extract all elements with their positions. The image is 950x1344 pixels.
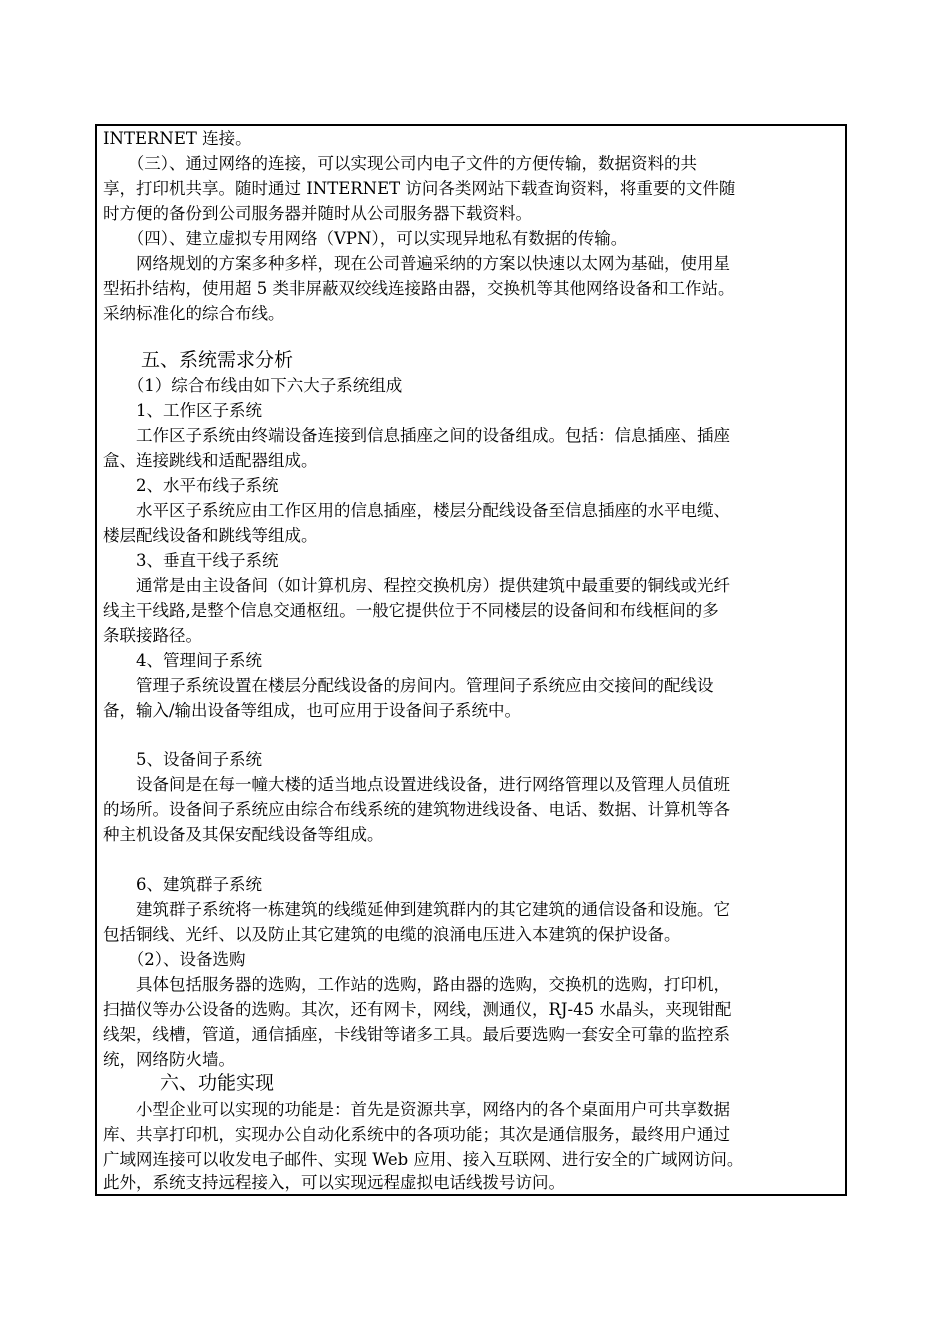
text-line: （四）、建立虚拟专用网络（VPN），可以实现异地私有数据的传输。 (103, 229, 628, 248)
text-line: 管理子系统设置在楼层分配线设备的房间内。管理间子系统应由交接间的配线设 (103, 676, 714, 695)
text-line: （2）、设备选购 (103, 950, 246, 969)
text-line: 库、共享打印机，实现办公自动化系统中的各项功能；其次是通信服务，最终用户通过 (103, 1125, 730, 1144)
text-line: 工作区子系统由终端设备连接到信息插座之间的设备组成。包括：信息插座、插座 (103, 426, 730, 445)
text-line: 条联接路径。 (103, 626, 202, 645)
section-heading: 五、系统需求分析 (103, 349, 294, 371)
text-line: 享，打印机共享。随时通过 INTERNET 访问各类网站下载查询资料，将重要的文件随 (103, 179, 736, 198)
text-line: （1）综合布线由如下六大子系统组成 (103, 376, 403, 395)
text-line: INTERNET 连接。 (103, 129, 252, 148)
text-line: 广域网连接可以收发电子邮件、实现 Web 应用、接入互联网、进行安全的广域网访问。 (103, 1150, 744, 1169)
text-line: 通常是由主设备间（如计算机房、程控交换机房）提供建筑中最重要的铜线或光纤 (103, 576, 730, 595)
text-line: 此外，系统支持远程接入，可以实现远程虚拟电话线拨号访问。 (103, 1173, 565, 1192)
text-line: 备，输入/输出设备等组成，也可应用于设备间子系统中。 (103, 701, 522, 720)
text-line: 6、建筑群子系统 (103, 875, 262, 894)
section-heading: 六、功能实现 (103, 1072, 275, 1094)
text-line: 包括铜线、光纤、以及防止其它建筑的电缆的浪涌电压进入本建筑的保护设备。 (103, 925, 681, 944)
text-line: 具体包括服务器的选购，工作站的选购，路由器的选购，交换机的选购，打印机， (103, 975, 730, 994)
text-line: 扫描仪等办公设备的选购。其次，还有网卡，网线，测通仪，RJ-45 水晶头，夹现钳配 (103, 1000, 732, 1019)
text-line: 楼层配线设备和跳线等组成。 (103, 526, 318, 545)
text-line: 3、垂直干线子系统 (103, 551, 279, 570)
text-line: 2、水平布线子系统 (103, 476, 279, 495)
text-line: 线架，线槽，管道，通信插座，卡线钳等诸多工具。最后要选购一套安全可靠的监控系 (103, 1025, 730, 1044)
text-line: 盒、连接跳线和适配器组成。 (103, 451, 318, 470)
text-line: 设备间是在每一幢大楼的适当地点设置进线设备，进行网络管理以及管理人员值班 (103, 775, 730, 794)
text-line: （三）、通过网络的连接，可以实现公司内电子文件的方便传输，数据资料的共 (103, 154, 697, 173)
text-line: 型拓扑结构，使用超 5 类非屏蔽双绞线连接路由器，交换机等其他网络设备和工作站。 (103, 279, 735, 298)
text-line: 采纳标准化的综合布线。 (103, 304, 285, 323)
text-line: 水平区子系统应由工作区用的信息插座，楼层分配线设备至信息插座的水平电缆、 (103, 501, 730, 520)
text-line: 种主机设备及其保安配线设备等组成。 (103, 825, 384, 844)
text-line: 5、设备间子系统 (103, 750, 262, 769)
text-line: 4、管理间子系统 (103, 651, 262, 670)
text-line: 统，网络防火墙。 (103, 1050, 235, 1069)
text-line: 网络规划的方案多种多样，现在公司普遍采纳的方案以快速以太网为基础，使用星 (103, 254, 730, 273)
text-line: 时方便的备份到公司服务器并随时从公司服务器下载资料。 (103, 204, 532, 223)
text-line: 小型企业可以实现的功能是：首先是资源共享，网络内的各个桌面用户可共享数据 (103, 1100, 730, 1119)
text-line: 的场所。设备间子系统应由综合布线系统的建筑物进线设备、电话、数据、计算机等各 (103, 800, 730, 819)
text-line: 线主干线路,是整个信息交通枢纽。一般它提供位于不同楼层的设备间和布线框间的多 (103, 601, 719, 620)
text-line: 建筑群子系统将一栋建筑的线缆延伸到建筑群内的其它建筑的通信设备和设施。它 (103, 900, 730, 919)
text-line: 1、工作区子系统 (103, 401, 262, 420)
